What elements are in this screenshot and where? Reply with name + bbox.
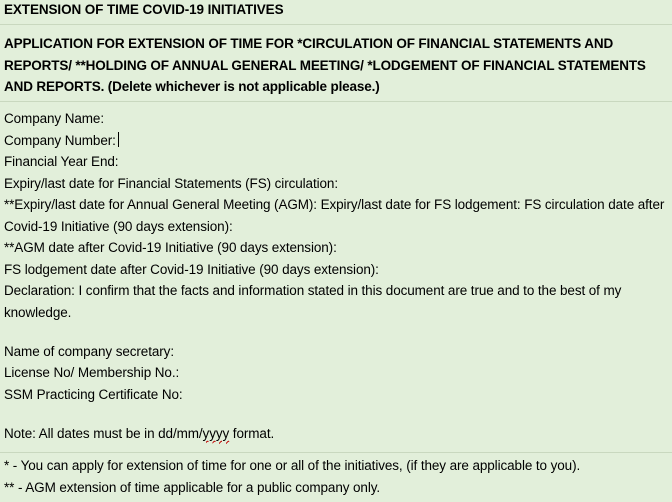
cell-divider bbox=[0, 24, 672, 25]
agm-lodgement-paragraph[interactable]: **Expiry/last date for Annual General Meeting (AGM): Expiry/last date for FS lodgement: FS circulation date after Covid-19 Initiative (90 days extension): bbox=[4, 197, 665, 234]
agm-after-covid-label[interactable]: **AGM date after Covid-19 Initiative (90 days extension): bbox=[4, 240, 337, 255]
note-prefix: Note: All dates must be in dd/mm/ bbox=[4, 426, 203, 441]
secretary-name-label[interactable]: Name of company secretary: bbox=[4, 344, 174, 359]
company-number-label: Company Number: bbox=[4, 133, 116, 148]
document-title: EXTENSION OF TIME COVID-19 INITIATIVES bbox=[4, 2, 284, 17]
footnote-single-star: * - You can apply for extension of time for one or all of the initiatives, (if they are applicable to you). bbox=[4, 458, 581, 473]
cell-divider bbox=[0, 101, 672, 102]
certificate-number-label[interactable]: SSM Practicing Certificate No: bbox=[4, 387, 183, 402]
fs-circulation-label[interactable]: Expiry/last date for Financial Statements (FS) circulation: bbox=[4, 176, 338, 191]
application-heading: APPLICATION FOR EXTENSION OF TIME FOR *CIRCULATION OF FINANCIAL STATEMENTS AND REPORTS/ **HOLDING OF ANNUAL GENERAL MEETING/ *LODGEMENT OF FINANCIAL STATEMENTS AND REPORTS. (Delete whichever is not applicable please.) bbox=[4, 36, 646, 94]
footnote-double-star: ** - AGM extension of time applicable for a public company only. bbox=[4, 480, 381, 495]
cell-divider bbox=[0, 452, 672, 453]
note-suffix: format. bbox=[229, 426, 275, 441]
spellcheck-word: yyyy bbox=[202, 426, 230, 441]
text-cursor bbox=[118, 132, 119, 147]
license-number-label[interactable]: License No/ Membership No.: bbox=[4, 365, 180, 380]
date-format-note bbox=[4, 423, 274, 445]
declaration-paragraph[interactable]: Declaration: I confirm that the facts and information stated in this document are true and to the best of my knowledge. bbox=[4, 283, 622, 320]
company-number-line[interactable] bbox=[4, 130, 119, 152]
fs-lodgement-after-covid-label[interactable]: FS lodgement date after Covid-19 Initiative (90 days extension): bbox=[4, 262, 379, 277]
financial-year-end-label[interactable]: Financial Year End: bbox=[4, 154, 119, 169]
company-name-label[interactable]: Company Name: bbox=[4, 111, 104, 126]
